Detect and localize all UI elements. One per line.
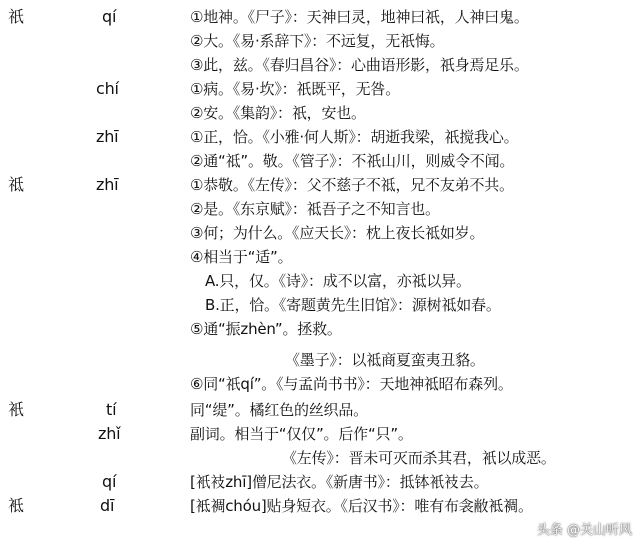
headword-char: 衹 xyxy=(8,400,24,419)
definition-line: ⑤通“振zhèn”。拯救。 xyxy=(190,320,342,338)
definition-line: ④相当于“适”。 xyxy=(190,248,293,266)
definition-line: 副词。相当于“仅仅”。后作“只”。 xyxy=(190,425,413,443)
headword-char: 祇 xyxy=(8,7,24,26)
pinyin: zhǐ xyxy=(98,424,121,443)
watermark: 头条 @关山听风 xyxy=(536,523,632,538)
definition-line: 《左传》：晋未可灭而杀其君，衹以成恶。 xyxy=(282,449,556,467)
definition-line: ①病。《易·坎》：祇既平，无咎。 xyxy=(190,80,401,98)
pinyin: dī xyxy=(100,496,115,515)
definition-line: B.正，恰。《寄题黄先生旧馆》：源树祗如春。 xyxy=(205,296,501,314)
definition-line: ①地神。《尸子》：天神曰灵，地神曰祇，人神曰鬼。 xyxy=(190,8,529,26)
pinyin: tí xyxy=(106,400,117,419)
pinyin: zhī xyxy=(96,175,119,194)
pinyin: qí xyxy=(102,472,117,491)
definition-line: A.只，仅。《诗》：成不以富，亦祗以异。 xyxy=(205,272,471,290)
headword-char: 祗 xyxy=(8,175,24,194)
definition-line: ⑥同“祇qí”。《与孟尚书书》：天地神祗昭布森列。 xyxy=(190,375,513,393)
definition-line: [袛裯chóu]贴身短衣。《后汉书》：唯有布衾敝袛裯。 xyxy=(190,497,533,515)
definition-line: ②大。《易·系辞下》：不远复，无祇悔。 xyxy=(190,32,445,50)
definition-line: [衹衼zhī]僧尼法衣。《新唐书》：抵钵衹衼去。 xyxy=(190,473,489,491)
definition-line: ①正，恰。《小雅·何人斯》：胡逝我梁，祇搅我心。 xyxy=(190,128,519,146)
definition-line: ②安。《集韵》：祇，安也。 xyxy=(190,104,366,122)
headword-char: 袛 xyxy=(8,496,24,515)
definition-line: 《墨子》：以祗商夏蛮夷丑貉。 xyxy=(285,351,485,369)
definition-line: ③何；为什么。《应天长》：枕上夜长祗如岁。 xyxy=(190,224,485,242)
pinyin: zhī xyxy=(96,127,119,146)
definition-line: ①恭敬。《左传》：父不慈子不祗，兄不友弟不共。 xyxy=(190,176,514,194)
pinyin: qí xyxy=(102,7,117,26)
pinyin: chí xyxy=(96,79,119,98)
definition-line: ②是。《东京赋》：祗吾子之不知言也。 xyxy=(190,200,440,218)
definition-line: ③此，兹。《春归昌谷》：心曲语形影，祇身焉足乐。 xyxy=(190,56,529,74)
definition-line: 同“缇”。橘红色的丝织品。 xyxy=(190,401,368,419)
definition-line: ②通“祗”。敬。《管子》：不祇山川，则威令不闻。 xyxy=(190,152,515,170)
